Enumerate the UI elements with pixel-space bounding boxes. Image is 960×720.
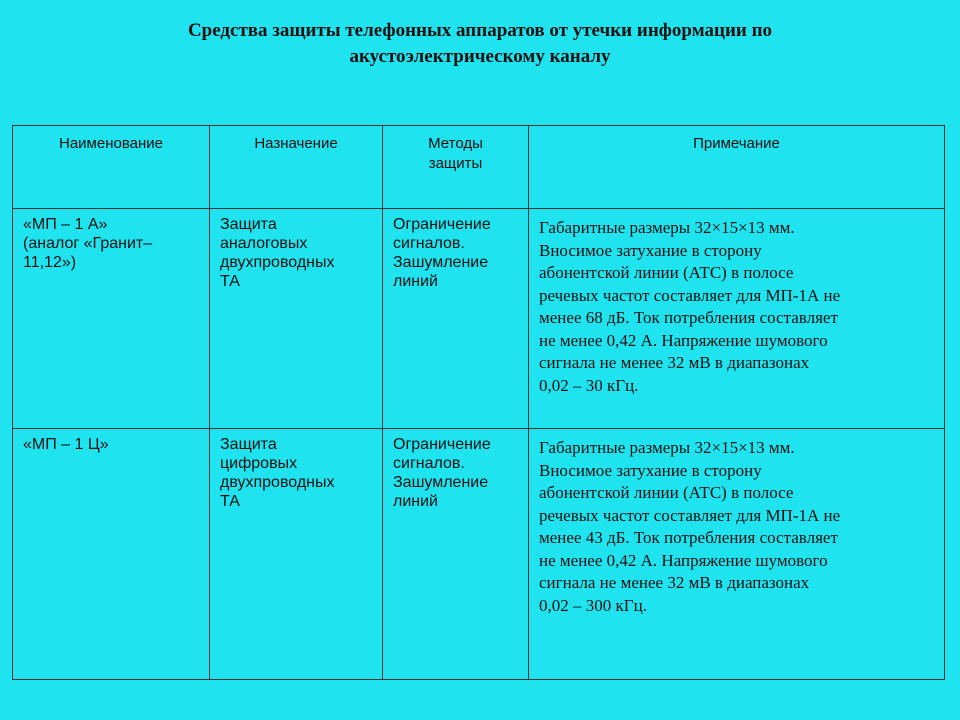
device-name-cell: «МП – 1 Ц» (23, 436, 109, 453)
slide-title (60, 18, 900, 70)
device-purpose-cell: Защита цифровых двухпроводных ТА (220, 436, 335, 510)
column-header-methods: Методы защиты (383, 126, 529, 209)
column-header-note: Примечание (529, 126, 945, 209)
device-note-cell: Габаритные размеры 32×15×13 мм. Вносимое затухание в сторону абонентской линии (АТС) в полосе речевых частот составляет для МП-1А не менее 68 дБ. Ток потребления составляет не менее 0,42 А. Напряжение шумового сигнала не менее 32 мВ в диапазонах 0,02 – 30 кГц. (539, 218, 841, 395)
column-header-purpose: Назначение (210, 126, 383, 209)
device-note-cell: Габаритные размеры 32×15×13 мм. Вносимое затухание в сторону абонентской линии (АТС) в полосе речевых частот составляет для МП-1А не менее 43 дБ. Ток потребления составляет не менее 0,42 А. Напряжение шумового сигнала не менее 32 мВ в диапазонах 0,02 – 300 кГц. (539, 438, 841, 615)
table-header-row (13, 126, 945, 209)
column-header-name: Наименование (13, 126, 210, 209)
slide-title-line-1: Средства защиты телефонных аппаратов от утечки информации по (187, 20, 773, 41)
device-methods-cell: Ограничение сигналов. Зашумление линий (393, 216, 491, 290)
table-row (13, 209, 945, 429)
device-methods-cell: Ограничение сигналов. Зашумление линий (393, 436, 491, 510)
device-purpose-cell: Защита аналоговых двухпроводных ТА (220, 216, 335, 290)
table-row (13, 429, 945, 680)
slide-title-line-2: акустоэлектрическому каналу (349, 46, 611, 67)
protection-devices-table (12, 125, 945, 680)
device-name-cell: «МП – 1 А» (аналог «Гранит– 11,12») (23, 216, 153, 271)
